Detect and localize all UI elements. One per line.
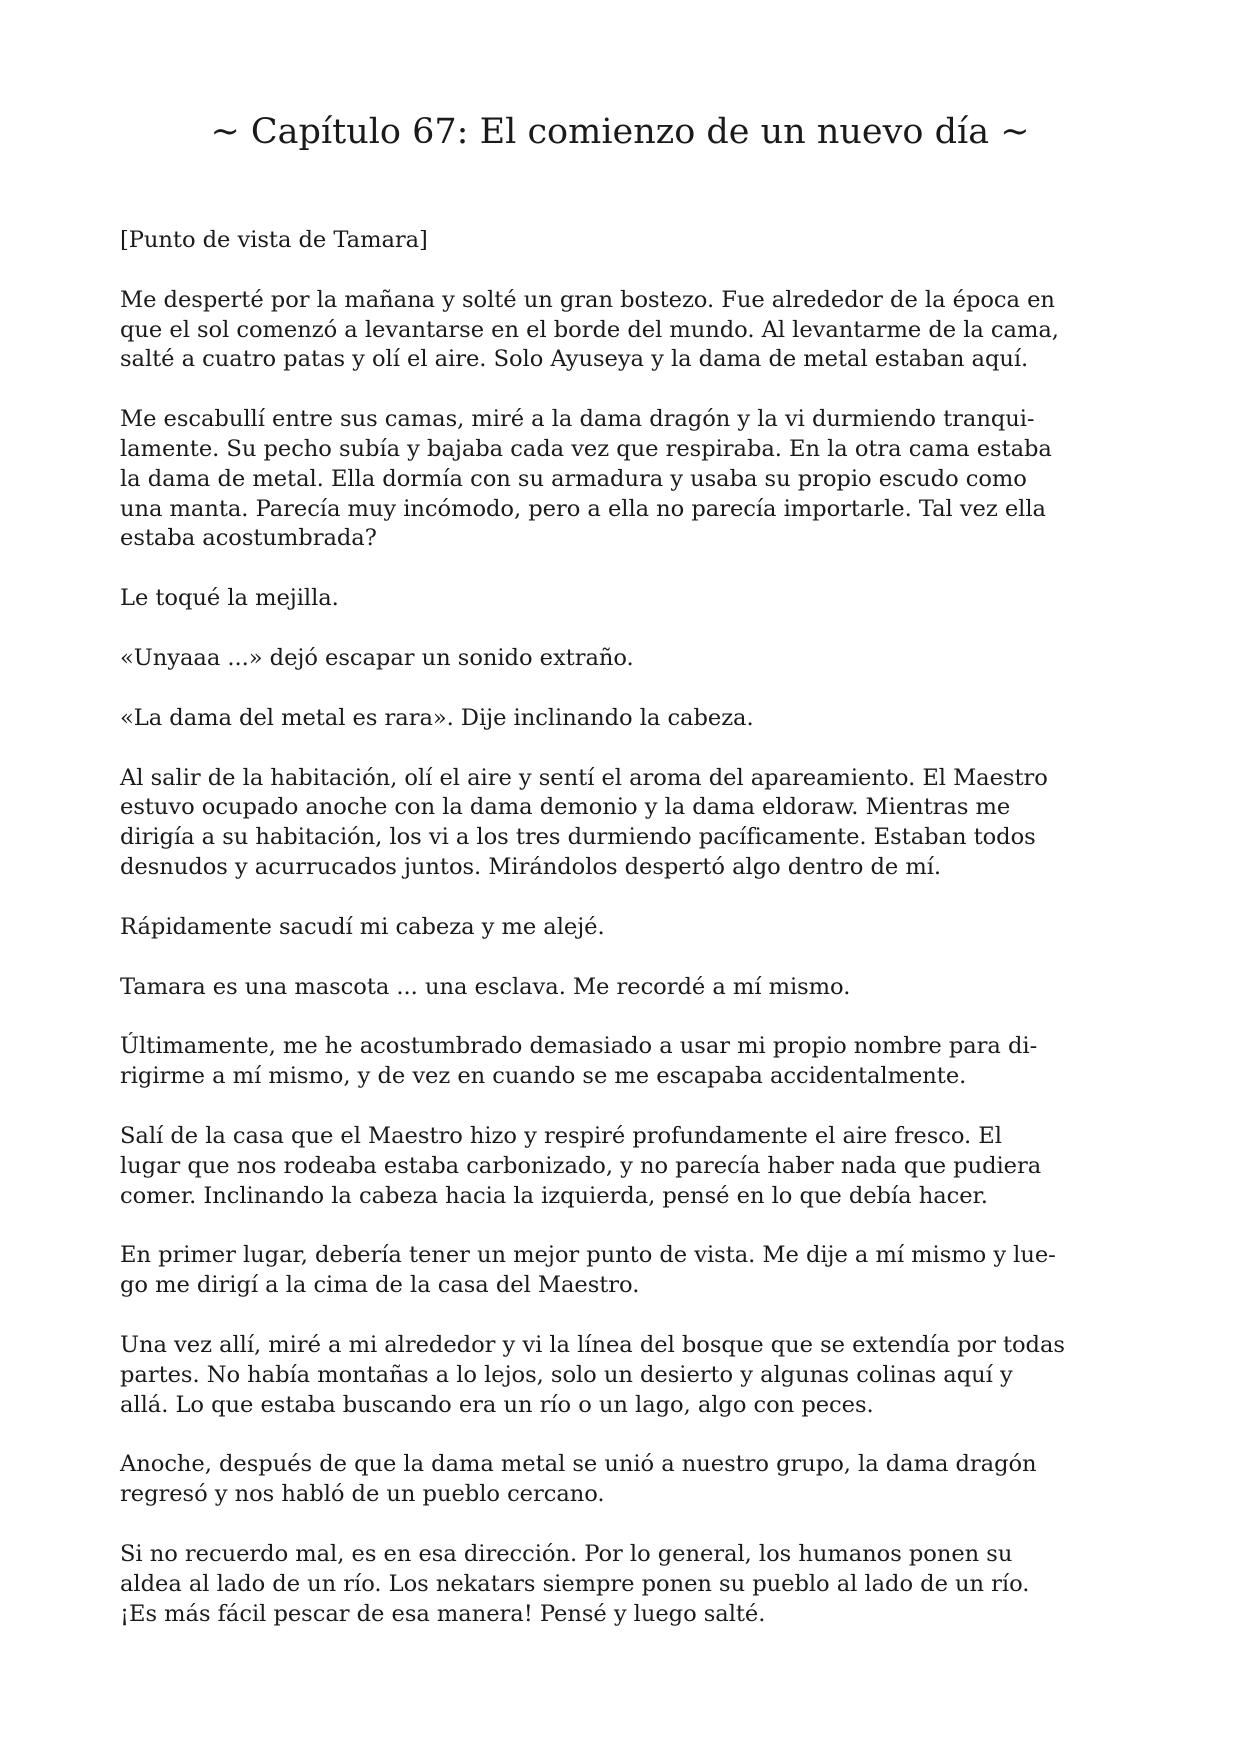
text-line: Rápidamente sacudí mi cabeza y me alejé. [120,913,605,940]
paragraph [120,584,1126,614]
chapter-body [120,226,1126,1659]
paragraph [120,704,1126,734]
text-line: la dama de metal. Ella dormía con su armadura y usaba su propio escudo como [120,465,1027,492]
paragraph [120,1241,1126,1301]
text-line: comer. Inclinando la cabeza hacia la izquierda, pensé en lo que debía hacer. [120,1182,988,1209]
text-line: estuvo ocupado anoche con la dama demonio y la dama eldoraw. Mientras me [120,794,1011,821]
paragraph [120,226,1126,256]
text-line: estaba acostumbrada? [120,525,377,552]
paragraph [120,1331,1126,1420]
paragraph [120,973,1126,1003]
paragraph [120,286,1126,375]
text-line: desnudos y acurrucados juntos. Mirándolos despertó algo dentro de mí. [120,853,942,880]
text-line: «La dama del metal es rara». Dije inclinando la cabeza. [120,704,754,731]
paragraph [120,1032,1126,1092]
text-line: Me desperté por la mañana y solté un gran bostezo. Fue alrededor de la época en [120,286,1055,313]
text-line: aldea al lado de un río. Los nekatars siempre ponen su pueblo al lado de un río. [120,1570,1030,1597]
text-line: ¡Es más fácil pescar de esa manera! Pensé y luego salté. [120,1600,766,1627]
text-line: allá. Lo que estaba buscando era un río o un lago, algo con peces. [120,1391,874,1418]
text-line: regresó y nos habló de un pueblo cercano. [120,1481,605,1508]
text-line: partes. No había montañas a lo lejos, solo un desierto y algunas colinas aquí y [120,1361,1013,1388]
paragraph [120,1540,1126,1629]
text-line: lugar que nos rodeaba estaba carbonizado, y no parecía haber nada que pudiera [120,1152,1042,1179]
text-line: dirigía a su habitación, los vi a los tres durmiendo pacíficamente. Estaban todos [120,824,1036,851]
text-line: go me dirigí a la cima de la casa del Maestro. [120,1272,640,1299]
text-line: salté a cuatro patas y olí el aire. Solo Ayuseya y la dama de metal estaban aquí. [120,346,1029,373]
text-line: Al salir de la habitación, olí el aire y sentí el aroma del apareamiento. El Maestro [120,764,1048,791]
paragraph [120,764,1126,883]
text-line: Últimamente, me he acostumbrado demasiado a usar mi propio nombre para di- [120,1033,1038,1060]
text-line: lamente. Su pecho subía y bajaba cada vez que respiraba. En la otra cama estaba [120,435,1052,462]
paragraph [120,913,1126,943]
text-line: Si no recuerdo mal, es en esa dirección. Por lo general, los humanos ponen su [120,1540,1013,1567]
text-line: Le toqué la mejilla. [120,585,339,612]
chapter-title: ~ Capítulo 67: El comienzo de un nuevo día ~ [210,112,1030,152]
text-line: Tamara es una mascota ... una esclava. Me recordé a mí mismo. [120,973,851,1000]
text-line: «Unyaaa ...» dejó escapar un sonido extraño. [120,644,634,671]
text-line: En primer lugar, debería tener un mejor punto de vista. Me dije a mí mismo y lue- [120,1242,1056,1269]
text-line: Me escabullí entre sus camas, miré a la dama dragón y la vi durmiendo tranqui- [120,406,1035,433]
text-line: Anoche, después de que la dama metal se unió a nuestro grupo, la dama dragón [120,1451,1037,1478]
text-line: [Punto de vista de Tamara] [120,227,428,253]
paragraph [120,1450,1126,1510]
text-line: Salí de la casa que el Maestro hizo y respiré profundamente el aire fresco. El [120,1122,1002,1149]
text-line: una manta. Parecía muy incómodo, pero a ella no parecía importarle. Tal vez ella [120,495,1046,522]
paragraph [120,1122,1126,1211]
text-line: que el sol comenzó a levantarse en el borde del mundo. Al levantarme de la cama, [120,316,1059,343]
paragraph [120,644,1126,674]
text-line: Una vez allí, miré a mi alrededor y vi la línea del bosque que se extendía por todas [120,1331,1065,1358]
paragraph [120,405,1126,554]
text-line: rigirme a mí mismo, y de vez en cuando se me escapaba accidentalmente. [120,1063,967,1090]
